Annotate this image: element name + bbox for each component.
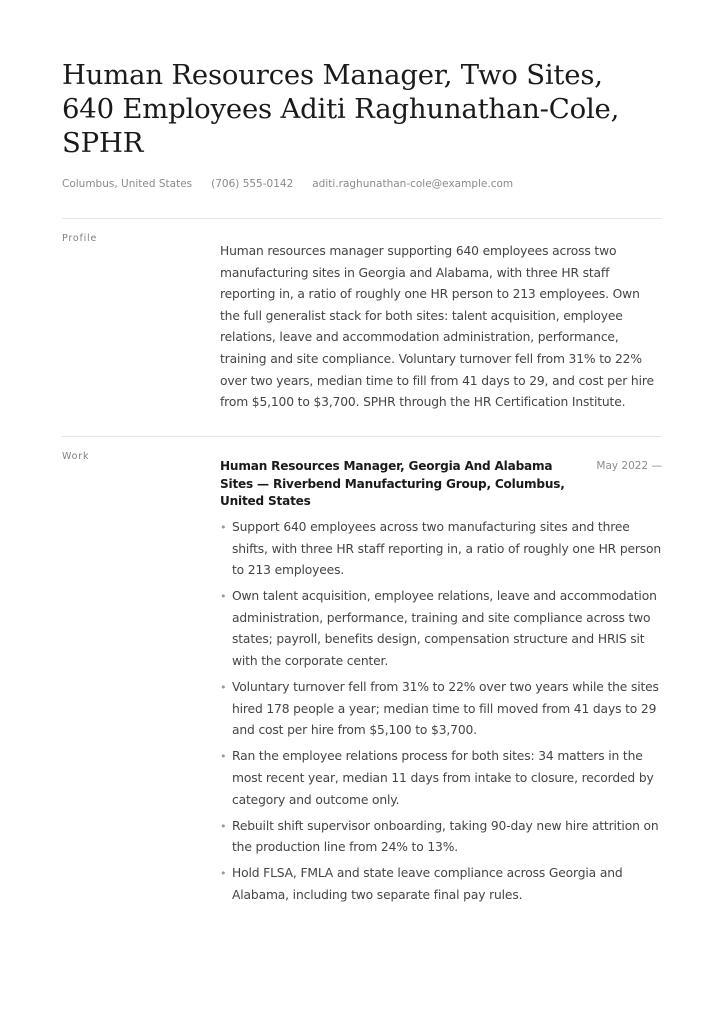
list-item — [220, 816, 662, 859]
resume-title: Human Resources Manager, Two Sites, 640 Employees Aditi Raghunathan-Cole, SPHR — [62, 59, 620, 159]
bullet-text: Hold FLSA, FMLA and state leave compliance across Georgia and Alabama, including two separate final pay rules. — [232, 866, 623, 902]
bullet-text: Voluntary turnover fell from 31% to 22% over two years while the sites hired 178 people a year; median time to fill moved from 41 days to 29 and cost per hire from $5,100 to $3,700. — [232, 680, 659, 738]
section-divider-work — [62, 436, 662, 437]
bullet-text: Support 640 employees across two manufacturing sites and three shifts, with three HR staff reporting in, a ratio of roughly one HR person to 213 employees. — [232, 520, 662, 578]
bullet-icon: • — [220, 867, 227, 881]
bullet-icon: • — [220, 819, 227, 833]
bullet-icon: • — [220, 681, 227, 695]
job-bullet-list — [220, 517, 662, 911]
section-label-work: Work — [62, 451, 90, 462]
contact-location: Columbus, United States — [62, 178, 193, 190]
job-header — [220, 458, 662, 511]
list-item — [220, 677, 662, 742]
section-divider-profile — [62, 218, 662, 219]
list-item — [220, 746, 662, 811]
bullet-icon: • — [220, 750, 227, 764]
list-item — [220, 517, 662, 582]
bullet-icon: • — [220, 521, 227, 534]
job-date: May 2022 — — [596, 460, 662, 472]
contact-email: aditi.raghunathan-cole@example.com — [312, 178, 514, 190]
contact-line — [62, 178, 513, 190]
bullet-icon: • — [220, 590, 227, 604]
profile-summary: Human resources manager supporting 640 employees across two manufacturing sites in Georgia and Alabama, with three HR staff reporting in, a ratio of roughly one HR person to 213 employees. Own the full generalist stack for both sites: talent acquisition, employee relations, leave and accommodation administration, performance, training and site compliance. Voluntary turnover fell from 31% to 22% over two years, median time to fill from 41 days to 29, and cost per hire from $5,100 to $3,700. SPHR through the HR Certification Institute. — [220, 244, 654, 410]
list-item — [220, 586, 662, 672]
list-item — [220, 863, 662, 906]
bullet-text: Own talent acquisition, employee relations, leave and accommodation administration, performance, training and site compliance across two states; payroll, benefits design, compensation structure and HRIS sit with the corporate center. — [232, 589, 657, 669]
job-title: Human Resources Manager, Georgia And Alabama Sites — Riverbend Manufacturing Group, Columbus, United States — [220, 459, 565, 508]
contact-phone: (706) 555-0142 — [211, 178, 294, 190]
bullet-text: Rebuilt shift supervisor onboarding, taking 90-day new hire attrition on the production line from 24% to 13%. — [232, 818, 659, 855]
bullet-text: Ran the employee relations process for both sites: 34 matters in the most recent year, median 11 days from intake to closure, recorded by category and outcome only. — [232, 749, 654, 807]
section-label-profile: Profile — [62, 233, 98, 244]
